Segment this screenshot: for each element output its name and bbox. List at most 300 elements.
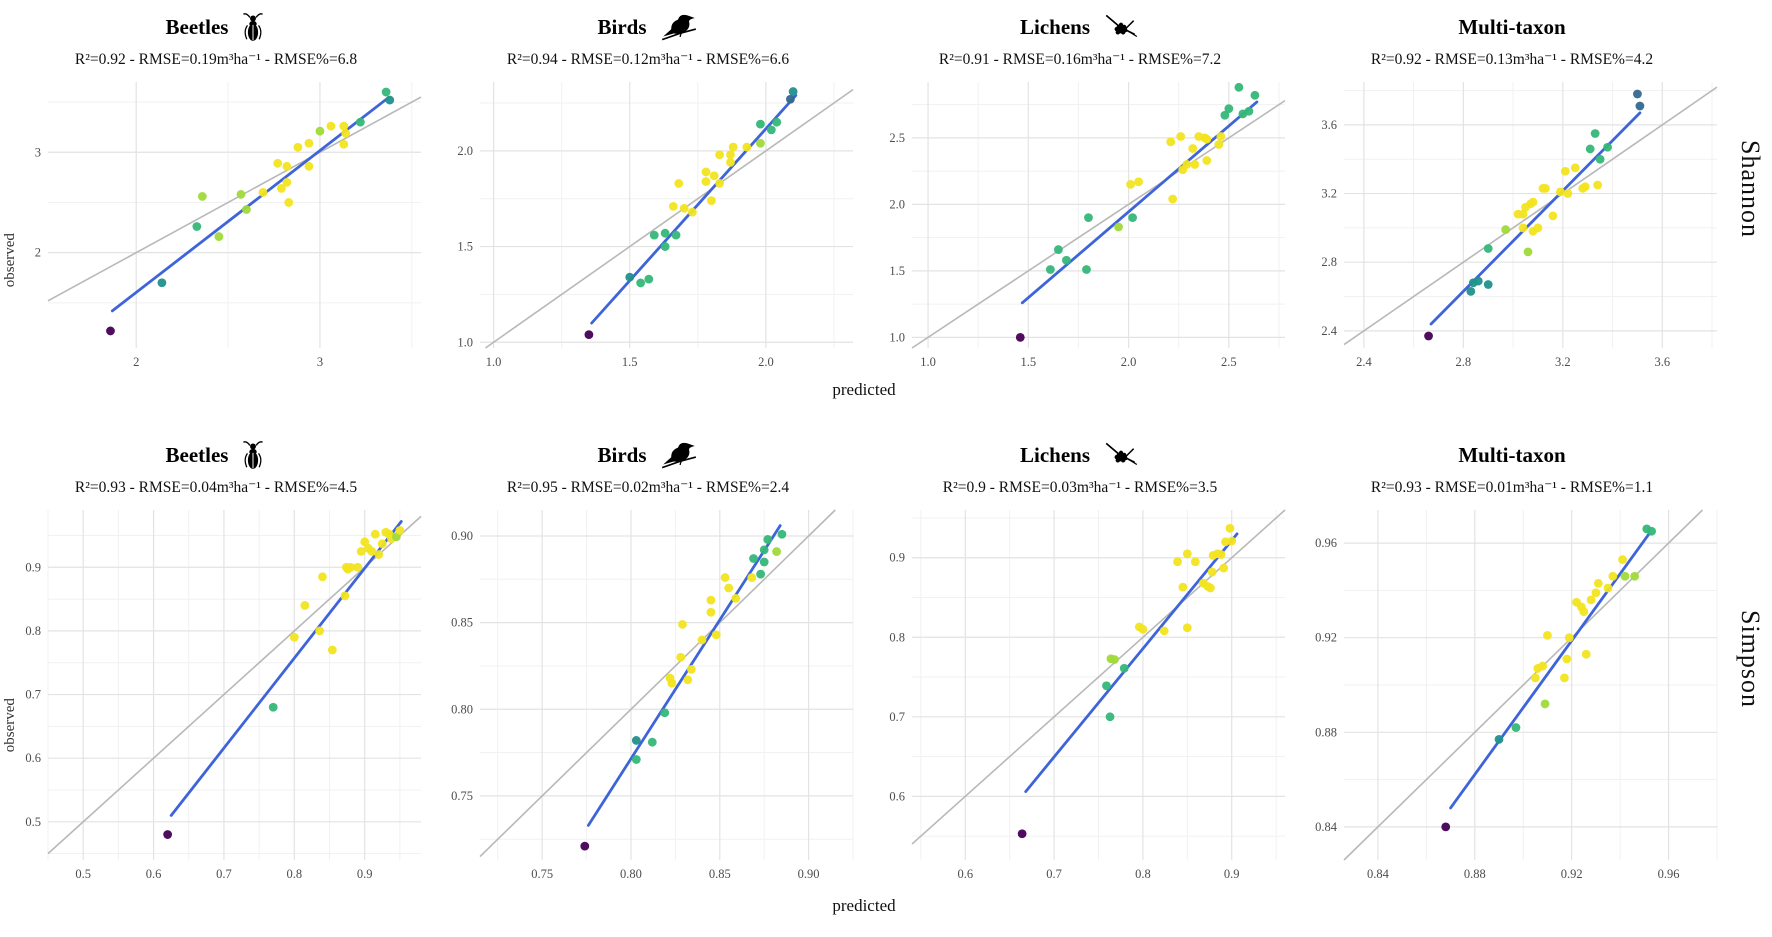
x-tick-label: 0.80	[620, 867, 642, 881]
x-tick-label: 1.5	[621, 355, 638, 369]
x-tick-label: 2.0	[1120, 355, 1137, 369]
data-point	[282, 162, 291, 171]
y-tick-label: 0.75	[451, 788, 473, 803]
y-tick-label: 0.9	[25, 560, 41, 575]
y-tick-label: 0.6	[25, 751, 41, 766]
scatter-plot-shannon-birds	[434, 74, 862, 374]
x-tick-label: 2.4	[1356, 355, 1372, 369]
data-point	[669, 202, 678, 211]
data-point	[385, 96, 394, 105]
scatter-plot-simpson-birds	[434, 502, 862, 886]
x-tick-label: 0.7	[216, 867, 232, 881]
data-point	[712, 630, 721, 639]
data-point	[1226, 524, 1235, 533]
x-tick-label: 0.9	[1223, 867, 1240, 881]
data-point	[1206, 584, 1215, 593]
icon-slot	[659, 439, 699, 471]
data-point	[672, 231, 681, 240]
data-point	[163, 830, 172, 839]
icon-slot	[659, 11, 699, 43]
data-point	[341, 592, 350, 601]
x-axis-label-row-shannon	[0, 374, 1728, 410]
data-point	[1484, 244, 1493, 253]
identity-line	[48, 97, 421, 301]
scatter-panel-shannon-lichens	[864, 4, 1296, 374]
data-point	[305, 139, 314, 148]
data-point	[676, 653, 685, 662]
data-point	[318, 572, 327, 581]
panel-title-text: Beetles	[165, 442, 229, 467]
data-point	[1202, 135, 1211, 144]
panel-title	[1020, 432, 1140, 478]
data-point	[1120, 664, 1129, 673]
plot-area	[1298, 502, 1726, 886]
data-point	[585, 330, 594, 339]
data-point	[1214, 140, 1223, 149]
data-point	[650, 231, 659, 240]
row-simpson	[0, 432, 1772, 886]
data-point	[786, 95, 795, 104]
plot-area	[434, 74, 862, 374]
regression-fit-line	[1022, 102, 1257, 303]
regression-fit-line	[171, 521, 401, 815]
icon-slot	[240, 10, 266, 44]
plot-area	[866, 502, 1294, 886]
y-tick-label: 0.88	[1315, 725, 1337, 740]
data-point	[269, 703, 278, 712]
data-point	[1581, 182, 1590, 191]
data-point	[1608, 572, 1617, 581]
x-tick-label: 0.75	[531, 867, 554, 881]
data-point	[1227, 537, 1236, 546]
data-point	[374, 550, 383, 559]
plot-area	[2, 502, 430, 886]
data-point	[789, 87, 798, 96]
panel-stats-text: R²=0.91 - RMSE=0.16m³ha⁻¹ - RMSE%=7.2	[938, 51, 1222, 68]
data-point	[726, 150, 735, 159]
data-point	[1046, 265, 1055, 274]
scatter-panel-simpson-birds	[432, 432, 864, 886]
x-tick-label: 1.5	[1020, 355, 1037, 369]
panel-stats-text: R²=0.92 - RMSE=0.13m³ha⁻¹ - RMSE%=4.2	[1370, 51, 1654, 68]
y-tick-label: 0.6	[889, 789, 905, 804]
data-point	[1591, 588, 1600, 597]
x-tick-label: 0.5	[75, 867, 92, 881]
data-point	[1561, 167, 1570, 176]
lichen-icon	[1102, 12, 1140, 42]
data-point	[1541, 184, 1550, 193]
y-tick-label: 0.90	[451, 528, 473, 543]
data-point	[284, 198, 293, 207]
data-point	[242, 205, 251, 214]
data-point	[778, 530, 787, 539]
data-point	[327, 122, 336, 131]
data-point	[1466, 287, 1475, 296]
y-tick-label: 2.0	[889, 197, 905, 212]
data-point	[198, 192, 207, 201]
data-point	[1565, 633, 1574, 642]
data-point	[1183, 623, 1192, 632]
data-point	[1168, 195, 1177, 204]
panel-title	[1458, 4, 1565, 50]
x-tick-label: 1.0	[920, 355, 936, 369]
data-point	[382, 88, 391, 97]
identity-line	[1344, 87, 1717, 344]
data-point	[1018, 829, 1027, 838]
x-tick-label: 3.2	[1555, 355, 1571, 369]
data-point	[667, 679, 676, 688]
data-point	[678, 620, 687, 629]
icon-slot	[240, 438, 266, 472]
data-point	[702, 168, 711, 177]
plot-area	[2, 74, 430, 374]
y-tick-label: 2.5	[889, 130, 905, 145]
y-tick-label: 0.8	[25, 623, 41, 638]
data-point	[1582, 650, 1591, 659]
x-axis-label-simpson: predicted	[832, 896, 896, 915]
y-tick-label: 0.84	[1315, 819, 1337, 834]
data-point	[644, 275, 653, 284]
data-point	[158, 278, 167, 287]
y-tick-label: 0.7	[25, 687, 41, 702]
x-tick-label: 0.96	[1657, 867, 1680, 881]
data-point	[715, 150, 724, 159]
data-point	[742, 143, 751, 152]
panel-title	[1458, 432, 1565, 478]
panel-stats-text: R²=0.92 - RMSE=0.19m³ha⁻¹ - RMSE%=6.8	[74, 51, 358, 68]
scatter-plot-simpson-beetles	[2, 502, 430, 886]
data-point	[1594, 579, 1603, 588]
panel-title	[1020, 4, 1140, 50]
data-point	[1139, 625, 1148, 634]
x-tick-label: 0.84	[1366, 867, 1389, 881]
bird-icon	[659, 439, 699, 471]
data-point	[1190, 160, 1199, 169]
bird-icon	[659, 11, 699, 43]
data-point	[1183, 549, 1192, 558]
regression-fit-line	[1451, 534, 1650, 808]
data-point	[1182, 160, 1191, 169]
data-point	[1160, 627, 1169, 636]
data-point	[1082, 265, 1091, 274]
data-point	[772, 118, 781, 127]
data-point	[1126, 180, 1135, 189]
x-tick-label: 3.6	[1654, 355, 1671, 369]
data-point	[731, 594, 740, 603]
data-point	[1102, 681, 1111, 690]
data-point	[660, 708, 669, 717]
data-point	[1166, 137, 1175, 146]
y-axis-label-simpson: observed	[2, 698, 18, 753]
panel-title-text: Lichens	[1019, 14, 1090, 39]
data-point	[293, 143, 302, 152]
data-point	[339, 140, 348, 149]
data-point	[353, 563, 362, 572]
data-point	[1208, 568, 1217, 577]
data-point	[707, 196, 716, 205]
x-axis-label-shannon: predicted	[832, 380, 896, 399]
data-point	[1219, 564, 1228, 573]
y-tick-label: 1.5	[457, 239, 473, 254]
data-point	[702, 177, 711, 186]
y-tick-label: 0.7	[889, 709, 905, 724]
scatter-panel-shannon-multi-taxon	[1296, 4, 1728, 374]
data-point	[636, 279, 645, 288]
data-point	[237, 190, 246, 199]
data-point	[328, 646, 337, 655]
data-point	[760, 558, 769, 567]
data-point	[1251, 91, 1260, 100]
data-point	[1630, 572, 1639, 581]
data-point	[1474, 277, 1483, 286]
data-point	[259, 188, 268, 197]
scatter-panel-shannon-birds	[432, 4, 864, 374]
x-tick-label: 0.6	[957, 867, 974, 881]
data-point	[707, 608, 716, 617]
x-tick-label: 0.9	[356, 867, 373, 881]
data-point	[772, 547, 781, 556]
data-point	[580, 842, 589, 851]
y-tick-label: 0.5	[25, 814, 41, 829]
data-point	[726, 158, 735, 167]
data-point	[756, 570, 765, 579]
y-tick-label: 3.6	[1321, 117, 1337, 132]
data-point	[698, 636, 707, 645]
data-point	[1217, 550, 1226, 559]
plot-area	[866, 74, 1294, 374]
scatter-plot-simpson-lichens	[866, 502, 1294, 886]
x-tick-label: 2.8	[1455, 355, 1472, 369]
regression-fit-line	[1026, 534, 1237, 792]
data-point	[273, 159, 282, 168]
data-point	[1586, 145, 1595, 154]
data-point	[1062, 256, 1071, 265]
scatter-panel-shannon-beetles	[0, 4, 432, 374]
x-axis-label-row-simpson	[0, 886, 1728, 930]
x-tick-label: 0.88	[1463, 867, 1486, 881]
data-point	[687, 665, 696, 674]
panel-title-text: Multi-taxon	[1458, 14, 1566, 39]
icon-slot	[1102, 12, 1140, 42]
data-point	[1562, 655, 1571, 664]
panel-title-text: Birds	[597, 14, 647, 39]
data-point	[1110, 655, 1119, 664]
scatter-panel-simpson-beetles	[0, 432, 432, 886]
data-point	[378, 539, 387, 548]
data-point	[1234, 83, 1243, 92]
panel-title	[166, 4, 267, 50]
y-tick-label: 0.96	[1315, 536, 1337, 551]
data-point	[749, 554, 758, 563]
panel-title-text: Multi-taxon	[1458, 442, 1566, 467]
data-point	[106, 327, 115, 336]
data-point	[1604, 584, 1613, 593]
data-point	[1224, 104, 1233, 113]
data-point	[767, 125, 776, 134]
data-point	[1191, 557, 1200, 566]
data-point	[1618, 555, 1627, 564]
data-point	[1556, 187, 1565, 196]
data-point	[1512, 723, 1521, 732]
data-point	[1579, 607, 1588, 616]
y-tick-label: 0.92	[1315, 630, 1337, 645]
y-axis-label-shannon: observed	[2, 233, 18, 288]
data-point	[214, 232, 223, 241]
x-tick-label: 3	[316, 355, 324, 369]
panel-stats-text: R²=0.94 - RMSE=0.12m³ha⁻¹ - RMSE%=6.6	[506, 51, 790, 68]
scatter-panel-simpson-multi-taxon	[1296, 432, 1728, 886]
data-point	[282, 178, 291, 187]
data-point	[1178, 583, 1187, 592]
data-point	[1245, 107, 1254, 116]
data-point	[1134, 177, 1143, 186]
data-point	[1543, 631, 1552, 640]
panel-stats-text: R²=0.93 - RMSE=0.01m³ha⁻¹ - RMSE%=1.1	[1370, 479, 1654, 496]
y-tick-label: 1.0	[889, 330, 905, 345]
x-tick-label: 2.0	[758, 355, 774, 369]
data-point	[1216, 132, 1225, 141]
data-point	[1084, 213, 1093, 222]
data-point	[371, 530, 380, 539]
panel-title-text: Beetles	[165, 14, 229, 39]
data-point	[721, 573, 730, 582]
data-point	[1524, 247, 1533, 256]
x-tick-label: 1.0	[485, 355, 502, 369]
data-point	[1603, 143, 1612, 152]
y-tick-label: 2.4	[1321, 323, 1337, 338]
data-point	[1647, 527, 1656, 536]
panel-row-shannon	[0, 4, 1728, 374]
data-point	[341, 129, 350, 138]
x-tick-label: 0.92	[1560, 867, 1583, 881]
data-point	[315, 627, 324, 636]
data-point	[683, 675, 692, 684]
plot-area	[434, 502, 862, 886]
data-point	[1202, 156, 1211, 165]
panel-title-text: Lichens	[1019, 442, 1090, 467]
y-tick-label: 3	[34, 145, 41, 160]
y-tick-label: 0.9	[889, 550, 905, 565]
data-point	[192, 222, 201, 231]
data-point	[1016, 333, 1025, 342]
panel-stats-text: R²=0.9 - RMSE=0.03m³ha⁻¹ - RMSE%=3.5	[942, 479, 1218, 496]
identity-line	[480, 510, 835, 857]
data-point	[729, 143, 738, 152]
data-point	[1424, 332, 1433, 341]
beetle-icon	[240, 438, 266, 472]
x-tick-label: 0.90	[797, 867, 820, 881]
row-label-shannon: Shannon	[1736, 140, 1765, 238]
x-tick-label: 0.8	[1135, 867, 1151, 881]
panel-stats-text: R²=0.95 - RMSE=0.02m³ha⁻¹ - RMSE%=2.4	[506, 479, 790, 496]
data-point	[1519, 223, 1528, 232]
panel-title-text: Birds	[597, 442, 647, 467]
y-tick-label: 0.85	[451, 615, 473, 630]
data-point	[661, 229, 670, 238]
data-point	[1495, 735, 1504, 744]
data-point	[1501, 225, 1510, 234]
data-point	[1128, 213, 1137, 222]
data-point	[300, 601, 309, 610]
x-tick-label: 0.7	[1046, 867, 1062, 881]
x-tick-label: 2.5	[1221, 355, 1237, 369]
row-shannon	[0, 4, 1772, 374]
panel-row-simpson	[0, 432, 1728, 886]
data-point	[1633, 90, 1642, 99]
x-tick-label: 0.6	[145, 867, 162, 881]
data-point	[1591, 129, 1600, 138]
data-point	[648, 738, 657, 747]
data-point	[1571, 163, 1580, 172]
data-point	[316, 127, 325, 136]
y-tick-label: 3.2	[1321, 186, 1337, 201]
data-point	[707, 596, 716, 605]
row-side-label-shannon	[1728, 4, 1772, 374]
y-tick-label: 1.0	[457, 335, 473, 350]
data-point	[625, 273, 634, 282]
row-label-simpson: Simpson	[1736, 609, 1765, 709]
data-point	[724, 584, 733, 593]
data-point	[1529, 198, 1538, 207]
scatter-plot-simpson-multi-taxon	[1298, 502, 1726, 886]
data-point	[1484, 280, 1493, 289]
data-point	[1176, 132, 1185, 141]
lichen-icon	[1102, 440, 1140, 470]
data-point	[674, 179, 683, 188]
data-point	[1560, 674, 1569, 683]
data-point	[680, 204, 689, 213]
data-point	[305, 162, 314, 171]
data-point	[756, 120, 765, 129]
regression-fit-line	[588, 526, 780, 826]
data-point	[356, 118, 365, 127]
data-point	[715, 179, 724, 188]
data-point	[1441, 822, 1450, 831]
identity-line	[485, 90, 853, 348]
data-point	[760, 545, 769, 554]
data-point	[763, 535, 772, 544]
y-tick-label: 1.5	[889, 263, 905, 278]
x-tick-label: 2	[133, 355, 140, 369]
panel-stats-text: R²=0.93 - RMSE=0.04m³ha⁻¹ - RMSE%=4.5	[74, 479, 358, 496]
y-tick-label: 0.8	[889, 630, 905, 645]
beetle-icon	[240, 10, 266, 44]
data-point	[1106, 712, 1115, 721]
row-side-label-simpson	[1728, 432, 1772, 886]
data-point	[756, 139, 765, 148]
data-point	[1593, 181, 1602, 190]
data-point	[1531, 674, 1540, 683]
data-point	[1636, 102, 1645, 111]
scatter-plot-shannon-beetles	[2, 74, 430, 374]
panel-title	[597, 432, 698, 478]
data-point	[632, 755, 641, 764]
y-tick-label: 0.80	[451, 702, 473, 717]
data-point	[1054, 245, 1063, 254]
data-point	[1621, 572, 1630, 581]
data-point	[661, 242, 670, 251]
data-point	[290, 633, 299, 642]
plot-area	[1298, 74, 1726, 374]
data-point	[1114, 223, 1123, 232]
panel-title	[166, 432, 267, 478]
x-tick-label: 0.8	[286, 867, 303, 881]
data-point	[632, 736, 641, 745]
scatter-plot-shannon-lichens	[866, 74, 1294, 374]
data-point	[1534, 223, 1543, 232]
data-point	[1541, 700, 1550, 709]
icon-slot	[1102, 440, 1140, 470]
